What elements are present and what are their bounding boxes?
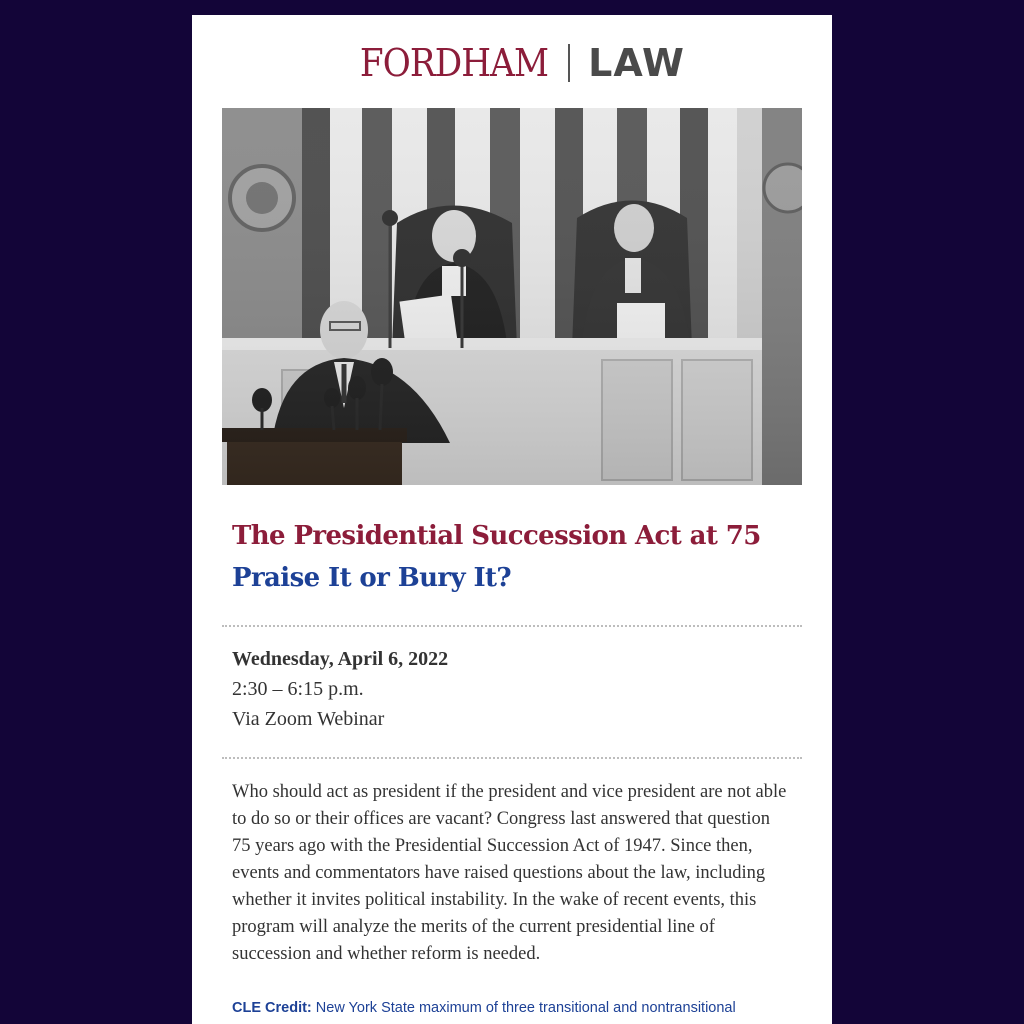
event-description: Who should act as president if the president and vice president are not able to do so or their offices are vacant? Congress last answered that question 75 years ago with the Presidential Succession Act of 1947. Since then, events and commentators have raised questions about the law, including whether it invites political instability. In the wake of recent events, this program will analyze the merits of the current presidential line of succession and whether reform is needed. [232,782,787,964]
cle-credit [232,998,812,1018]
event-subtitle: Praise It or Bury It? [232,563,512,593]
email-card [192,15,832,1024]
logo-fordham-wordmark: FORDHAM [359,40,549,85]
hero-photo-illustration [222,108,802,485]
divider-top [222,625,802,627]
event-time: 2:30 – 6:15 p.m. [232,678,364,700]
event-title: The Presidential Succession Act at 75 [232,521,761,551]
event-details [232,644,792,734]
logo-law-wordmark: LAW [588,40,685,85]
cle-text: New York State maximum of three transitional and nontransitional [315,1000,736,1016]
event-location: Via Zoom Webinar [232,708,385,730]
logo-divider [568,44,570,82]
hero-image [222,108,802,485]
fordham-law-logo[interactable] [192,40,832,85]
cle-label: CLE Credit: [232,1000,312,1016]
divider-bottom [222,757,802,759]
event-date: Wednesday, April 6, 2022 [232,648,449,670]
event-title-block [232,515,812,599]
